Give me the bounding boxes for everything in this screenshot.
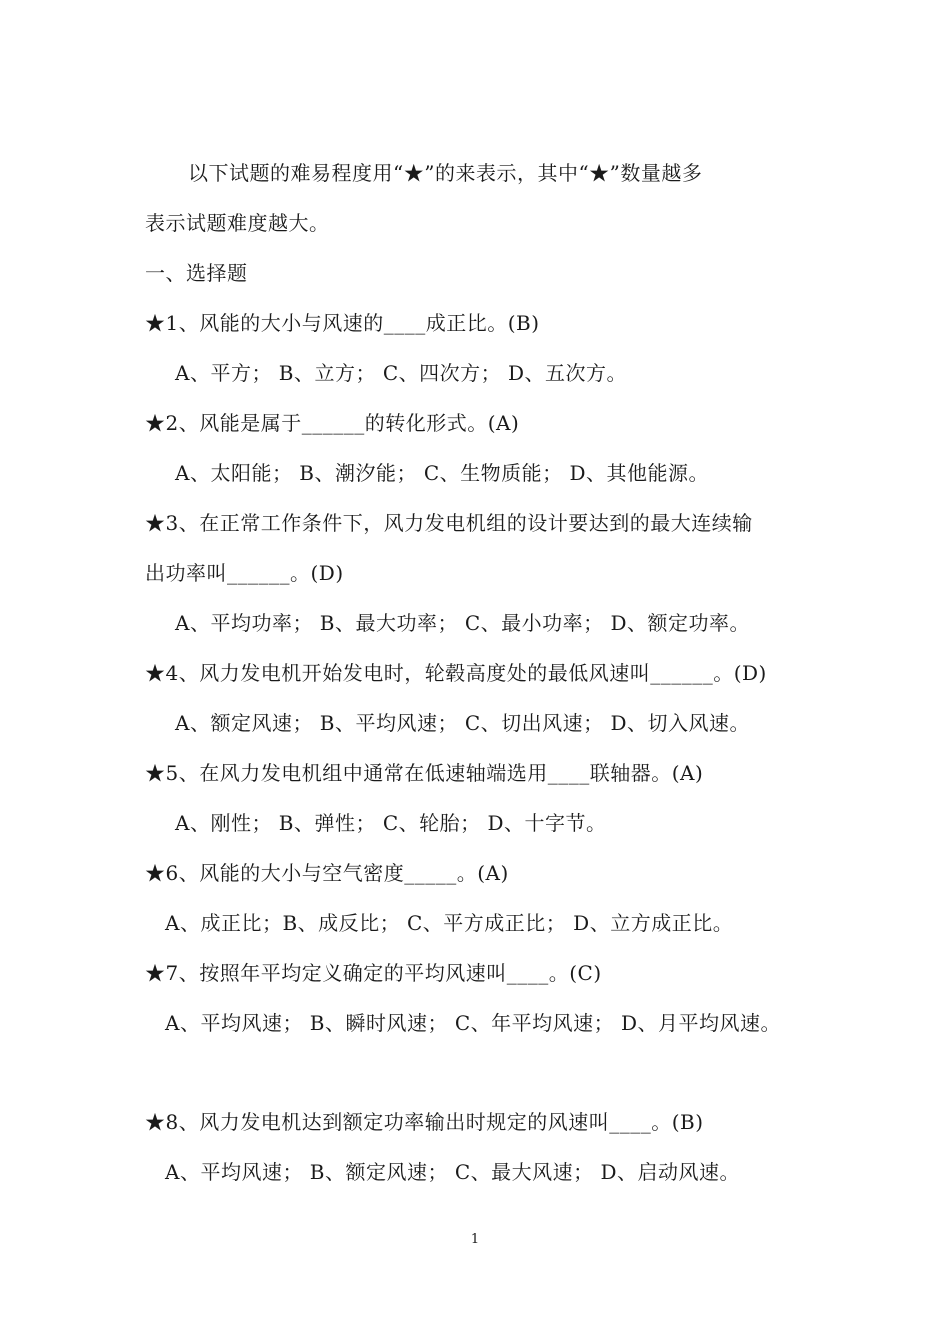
question-5-options: A、刚性； B、弹性； C、轮胎； D、十字节。: [175, 811, 607, 835]
intro-line-2: 表示试题难度越大。: [145, 211, 330, 235]
question-3-stem-line-1: ★3、在正常工作条件下，风力发电机组的设计要达到的最大连续输: [145, 511, 753, 535]
question-1-stem: ★1、风能的大小与风速的____成正比。(B): [145, 311, 540, 335]
question-7-stem: ★7、按照年平均定义确定的平均风速叫____。(C): [145, 961, 602, 985]
question-6-stem: ★6、风能的大小与空气密度_____。(A): [145, 861, 509, 885]
question-6-options: A、成正比；B、成反比； C、平方成正比； D、立方成正比。: [165, 911, 734, 935]
question-7-options: A、平均风速； B、瞬时风速； C、年平均风速； D、月平均风速。: [165, 1011, 782, 1035]
question-3-stem-line-2: 出功率叫______。(D): [145, 561, 344, 585]
page-number: 1: [470, 1232, 480, 1247]
question-4-options: A、额定风速； B、平均风速； C、切出风速； D、切入风速。: [175, 711, 751, 735]
question-2-options: A、太阳能； B、潮汐能； C、生物质能； D、其他能源。: [175, 461, 710, 485]
question-8-stem: ★8、风力发电机达到额定功率输出时规定的风速叫____。(B): [145, 1110, 704, 1134]
intro-line-1: 以下试题的难易程度用“★”的来表示，其中“★”数量越多: [188, 161, 703, 185]
question-8-options: A、平均风速； B、额定风速； C、最大风速； D、启动风速。: [165, 1160, 741, 1184]
section-title: 一、选择题: [145, 261, 248, 285]
question-1-options: A、平方； B、立方； C、四次方； D、五次方。: [175, 361, 628, 385]
question-4-stem: ★4、风力发电机开始发电时，轮毂高度处的最低风速叫______。(D): [145, 661, 767, 685]
question-3-options: A、平均功率； B、最大功率； C、最小功率； D、额定功率。: [175, 611, 751, 635]
question-2-stem: ★2、风能是属于______的转化形式。(A): [145, 411, 520, 435]
question-5-stem: ★5、在风力发电机组中通常在低速轴端选用____联轴器。(A): [145, 761, 704, 785]
